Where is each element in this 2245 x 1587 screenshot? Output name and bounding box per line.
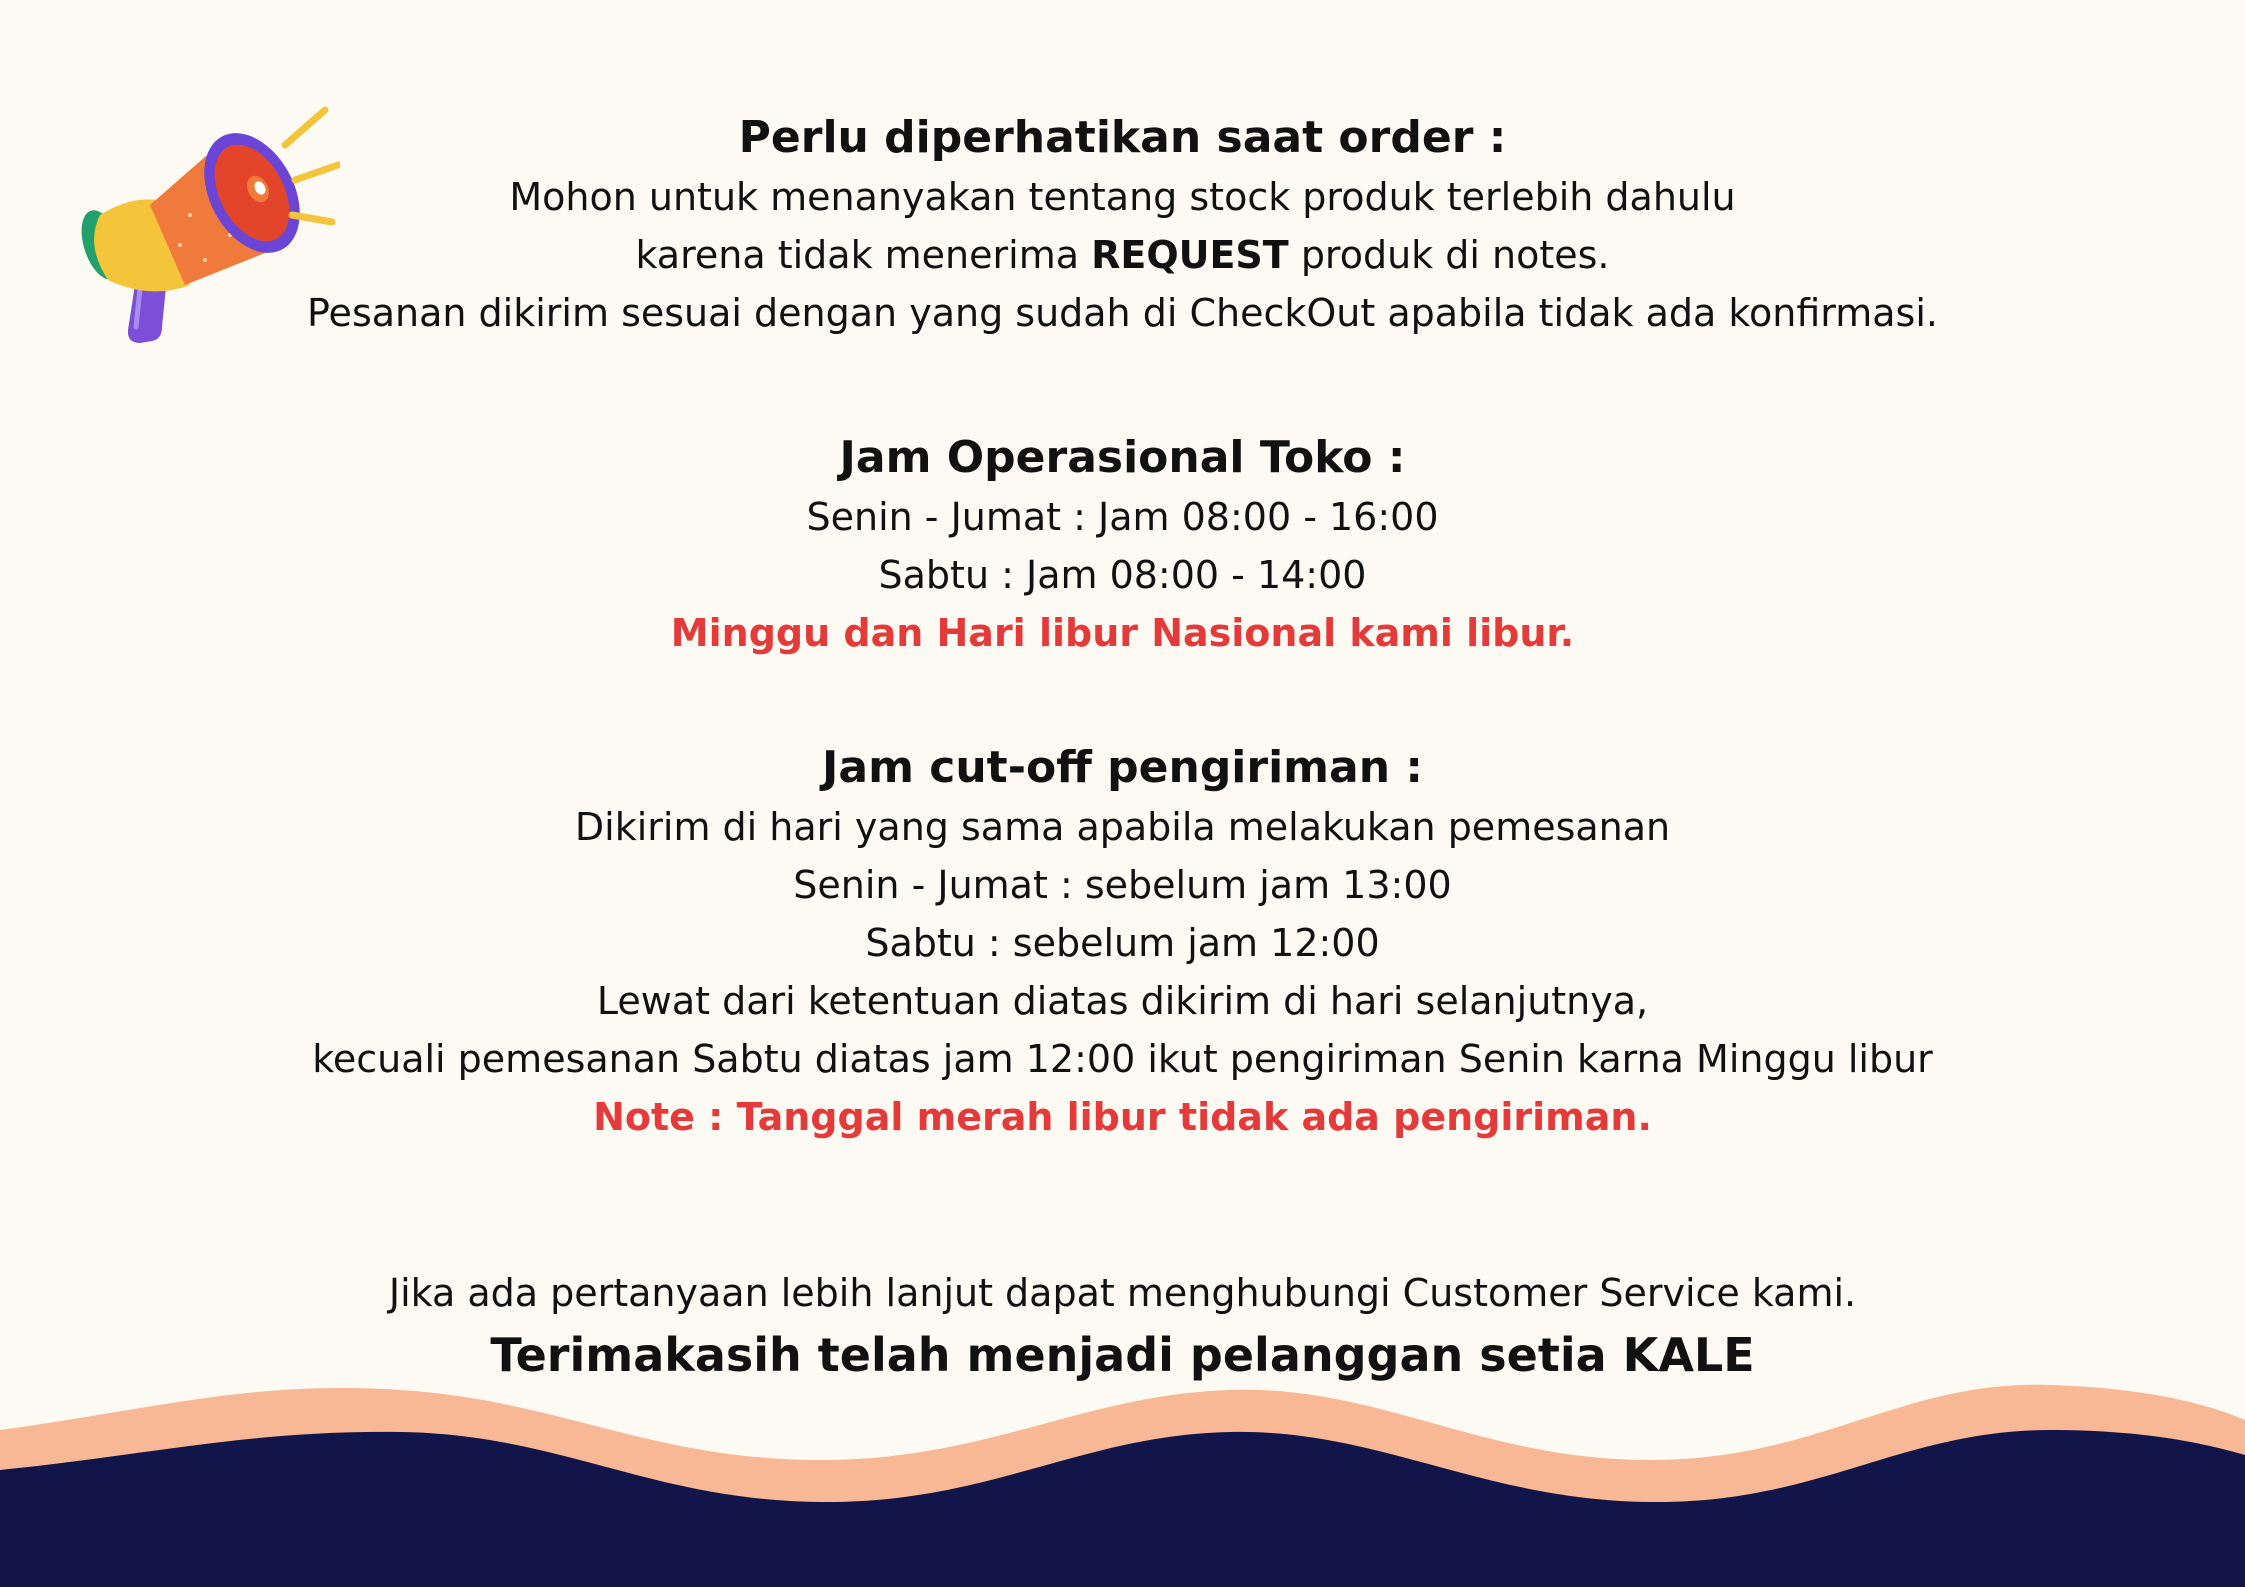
decorative-waves bbox=[0, 1360, 2245, 1587]
cutoff-weekday: Senin - Jumat : sebelum jam 13:00 bbox=[793, 863, 1452, 907]
order-notice-line-3: Pesanan dikirim sesuai dengan yang sudah di CheckOut apabila tidak ada konfirmasi. bbox=[307, 291, 1938, 335]
holiday-note: Minggu dan Hari libur Nasional kami libur. bbox=[670, 611, 1575, 655]
cutoff-saturday: Sabtu : sebelum jam 12:00 bbox=[865, 921, 1380, 965]
order-notice-title: Perlu diperhatikan saat order : bbox=[738, 112, 1507, 163]
cutoff-title: Jam cut-off pengiriman : bbox=[822, 742, 1423, 793]
operating-hours-saturday: Sabtu : Jam 08:00 - 14:00 bbox=[878, 553, 1367, 597]
cutoff-note: Note : Tanggal merah libur tidak ada pengiriman. bbox=[593, 1095, 1652, 1139]
operating-hours-weekday: Senin - Jumat : Jam 08:00 - 16:00 bbox=[806, 495, 1439, 539]
cutoff-line-5: kecuali pemesanan Sabtu diatas jam 12:00 ikut pengiriman Senin karna Minggu libur bbox=[312, 1037, 1933, 1081]
thanks-line: Terimakasih telah menjadi pelanggan setia KALE bbox=[490, 1328, 1755, 1382]
cutoff-line-4: Lewat dari ketentuan diatas dikirim di hari selanjutnya, bbox=[596, 979, 1649, 1023]
request-emphasis: REQUEST bbox=[1091, 233, 1289, 277]
wave-navy bbox=[0, 1430, 2245, 1587]
order-notice-line-2-after: produk di notes. bbox=[1288, 233, 1610, 277]
contact-line: Jika ada pertanyaan lebih lanjut dapat menghubungi Customer Service kami. bbox=[388, 1271, 1857, 1315]
order-notice-line-2-before: karena tidak menerima bbox=[635, 233, 1092, 277]
order-notice-line-2 bbox=[0, 226, 2245, 284]
announcement-content bbox=[0, 108, 2245, 1388]
cutoff-line-1: Dikirim di hari yang sama apabila melakukan pemesanan bbox=[574, 805, 1671, 849]
order-notice-line-1: Mohon untuk menanyakan tentang stock produk terlebih dahulu bbox=[509, 175, 1736, 219]
operating-hours-title: Jam Operasional Toko : bbox=[839, 432, 1406, 483]
